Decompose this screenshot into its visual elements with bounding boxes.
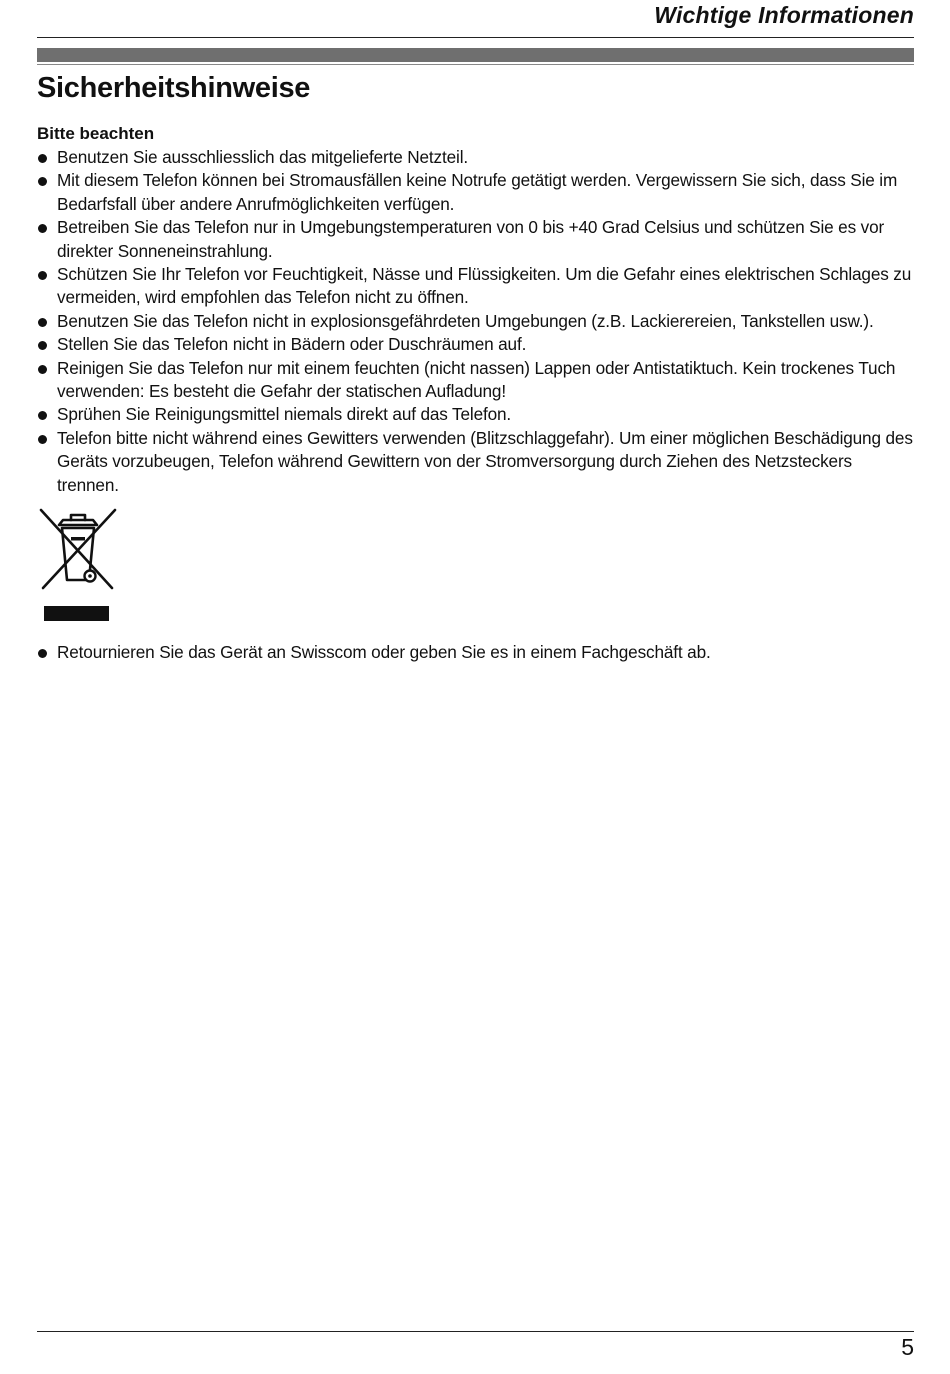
list-item-text: Betreiben Sie das Telefon nur in Umgebungstemperaturen von 0 bis +40 Grad Celsius und schützen Sie es vor direkter Sonneneinstrahlung. [57,217,885,261]
bullet-icon [38,154,47,163]
list-item [37,310,915,333]
running-header-title: Wichtige Informationen [654,2,914,28]
list-item [37,333,915,356]
bullet-icon [38,341,47,350]
footer-rule [37,1331,914,1332]
list-item-text: Stellen Sie das Telefon nicht in Bädern oder Duschräumen auf. [57,334,527,355]
list-item-text: Schützen Sie Ihr Telefon vor Feuchtigkeit, Nässe und Flüssigkeiten. Um die Gefahr eines elektrischen Schlages zu vermeiden, wird empfohlen das Telefon nicht zu öffnen. [57,264,912,308]
section-bar-underline [37,64,914,65]
list-item [37,641,915,664]
list-item-text: Benutzen Sie ausschliesslich das mitgelieferte Netzteil. [57,147,468,167]
list-item-text: Mit diesem Telefon können bei Stromausfällen keine Notrufe getätigt werden. Vergewissern Sie sich, dass Sie im Bedarfsfall über andere Anrufmöglichkeiten verfügen. [57,170,898,214]
list-item [37,169,915,216]
list-item-text: Sprühen Sie Reinigungsmittel niemals direkt auf das Telefon. [57,404,512,425]
bullet-icon [38,224,47,233]
bullet-icon [38,177,47,186]
list-item [37,216,915,263]
list-item [37,263,915,310]
list-item [37,427,915,497]
header-rule [37,37,914,38]
bullet-icon [38,365,47,374]
section-title: Sicherheitshinweise [37,72,311,104]
list-item [37,357,915,404]
list-item [37,146,915,169]
disposal-note: Retournieren Sie das Gerät an Swisscom oder geben Sie es in einem Fachgeschäft ab. [57,642,711,662]
list-item [37,403,915,426]
list-item-text: Reinigen Sie das Telefon nur mit einem feuchten (nicht nassen) Lappen oder Antistatiktuch. Kein trockenes Tuch verwenden: Es besteht die Gefahr der statischen Aufladung! [57,357,896,402]
safety-bullet-list [37,146,915,497]
bullet-icon [38,271,47,280]
page-number: 5 [901,1334,914,1360]
crossed-out-wheelie-bin-icon [38,506,118,624]
bullet-icon [38,649,47,658]
subheading: Bitte beachten [37,124,155,143]
list-item-text: Telefon bitte nicht während eines Gewitters verwenden (Blitzschlaggefahr). Um einer möglichen Beschädigung des Geräts vorzubeugen, Telefon während Gewittern von der Stromversorgung durch Ziehen des Netzsteckers trennen. [57,427,913,495]
list-item-text: Benutzen Sie das Telefon nicht in explosionsgefährdeten Umgebungen (z.B. Lackierereien, Tankstellen usw.). [57,310,874,331]
bullet-icon [38,435,47,444]
bullet-icon [38,411,47,420]
disposal-list [37,641,915,664]
section-bar [37,48,914,62]
bullet-icon [38,318,47,327]
